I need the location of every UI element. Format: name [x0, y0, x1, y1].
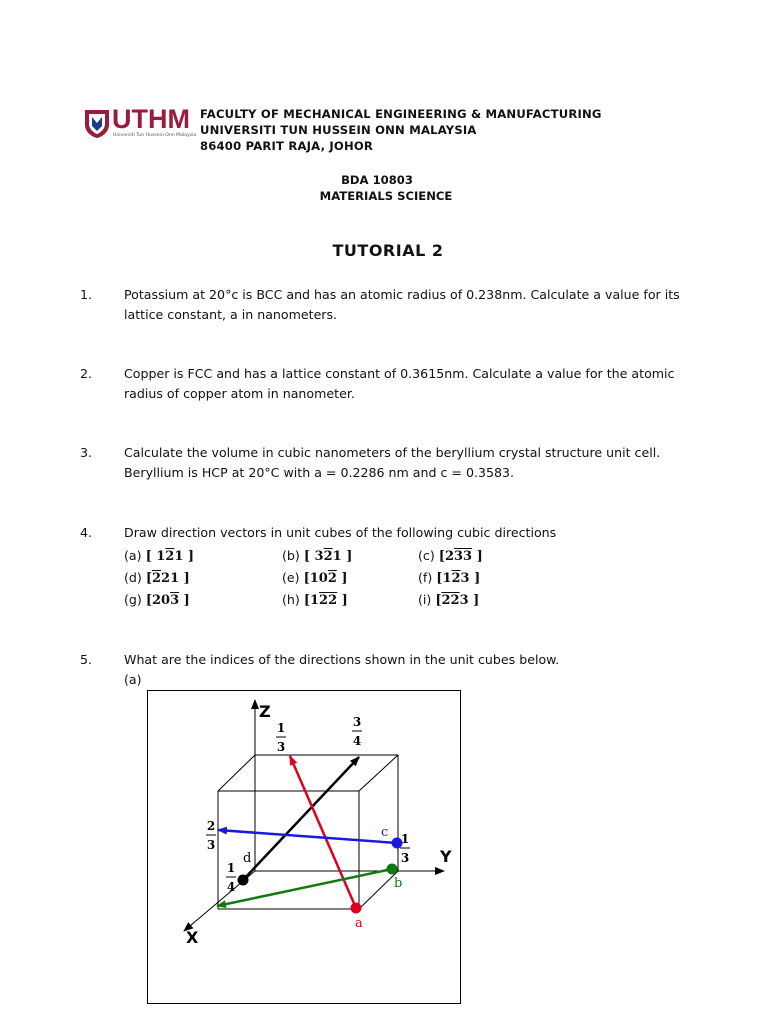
direction-item: (h) [122 ]: [282, 592, 348, 608]
index-digit: 1: [309, 593, 320, 608]
index-digit: 1: [174, 549, 184, 564]
header-line-2: UNIVERSITI TUN HUSSEIN ONN MALAYSIA: [200, 123, 477, 137]
axis-label-y: Y: [440, 847, 452, 866]
page-title: TUTORIAL 2: [332, 241, 444, 260]
question-text: Copper is FCC and has a lattice constant of 0.3615nm. Calculate a value for the atomic radius of copper atom in nanometer.: [124, 366, 675, 401]
index-digit: 3: [170, 593, 180, 608]
question-sub-label: (a): [124, 672, 142, 687]
index-digit: 2: [450, 593, 460, 608]
index-digit: 3: [463, 549, 473, 564]
direction-item: (d) [221 ]: [124, 570, 190, 586]
question-number: 1.: [80, 287, 93, 302]
direction-item: (a) [ 121 ]: [124, 548, 195, 564]
direction-item: (e) [102 ]: [282, 570, 348, 586]
svg-text:3: 3: [206, 838, 216, 852]
index-digit: 2: [444, 549, 454, 564]
fraction-top-left: [276, 721, 286, 754]
index-digit: 2: [152, 571, 162, 586]
index-digit: 1: [170, 571, 180, 586]
uthm-logo: [84, 104, 197, 141]
point-b: [387, 864, 398, 875]
fraction-right: [400, 832, 410, 865]
question-text: Draw direction vectors in unit cubes of the following cubic directions: [124, 525, 557, 540]
course-code: BDA 10803: [341, 173, 413, 187]
direction-item: (f) [123 ]: [418, 570, 481, 586]
unit-cube-figure: [147, 690, 461, 1004]
index-digit: 2: [319, 593, 329, 608]
fraction-left: [206, 819, 216, 852]
index-digit: 3: [460, 571, 470, 586]
index-digit: 2: [152, 593, 162, 608]
index-digit: 3: [453, 549, 464, 564]
question-text: Calculate the volume in cubic nanometers of the beryllium crystal structure unit cell. Beryllium is HCP at 20°C with a = 0.2286 nm and c = 0.3583.: [124, 445, 661, 480]
course-info: [0, 172, 768, 204]
point-label-c: c: [381, 825, 389, 840]
svg-text:3: 3: [352, 715, 362, 729]
index-digit: 1: [156, 549, 166, 564]
index-digit: 2: [328, 593, 338, 608]
question-number: 2.: [80, 366, 93, 381]
direction-item: (i) [223 ]: [418, 592, 480, 608]
point-d: [238, 875, 249, 886]
question-number: 4.: [80, 525, 93, 540]
index-digit: 3: [314, 549, 324, 564]
svg-text:1: 1: [226, 861, 236, 875]
axis-label-z: Z: [259, 702, 271, 721]
point-label-a: a: [355, 916, 363, 931]
index-digit: 2: [323, 549, 333, 564]
question-text: What are the indices of the directions shown in the unit cubes below.: [124, 652, 560, 667]
fraction-lower-left: [226, 861, 236, 894]
point-a: [351, 903, 362, 914]
point-label-b: b: [394, 876, 403, 891]
index-digit: 2: [161, 571, 171, 586]
index-digit: 1: [332, 549, 342, 564]
svg-text:3: 3: [400, 851, 410, 865]
index-digit: 2: [165, 549, 175, 564]
svg-text:1: 1: [400, 832, 410, 846]
question-number: 5.: [80, 652, 93, 667]
svg-text:1: 1: [276, 721, 286, 735]
course-name: MATERIALS SCIENCE: [319, 189, 453, 203]
header-line-1: FACULTY OF MECHANICAL ENGINEERING & MANUFACTURING: [200, 107, 602, 121]
index-digit: 2: [441, 593, 451, 608]
unit-cube-diagram: [148, 691, 460, 1003]
vector-c: [218, 830, 397, 843]
svg-text:2: 2: [206, 819, 216, 833]
point-label-d: d: [243, 851, 252, 866]
vector-a: [290, 756, 356, 908]
index-digit: 1: [309, 571, 319, 586]
axes: [184, 700, 444, 931]
direction-item: (g) [203 ]: [124, 592, 190, 608]
index-digit: 0: [318, 571, 328, 586]
index-digit: 1: [442, 571, 452, 586]
svg-text:4: 4: [352, 734, 362, 748]
axis-label-x: X: [186, 928, 199, 947]
fraction-top-right: [352, 715, 362, 748]
logo-subtitle: Universiti Tun Hussein Onn Malaysia: [113, 133, 197, 138]
question-text: Potassium at 20°c is BCC and has an atomic radius of 0.238nm. Calculate a value for its lattice constant, a in nanometers.: [124, 287, 680, 322]
vector-d: [243, 757, 359, 880]
svg-text:4: 4: [226, 880, 236, 894]
svg-text:3: 3: [276, 740, 286, 754]
header-line-3: 86400 PARIT RAJA, JOHOR: [200, 139, 374, 153]
index-digit: 2: [327, 571, 337, 586]
index-digit: 0: [161, 593, 171, 608]
direction-item: (b) [ 321 ]: [282, 548, 353, 564]
index-digit: 3: [459, 593, 469, 608]
index-digit: 2: [451, 571, 461, 586]
uthm-shield-icon: [84, 109, 110, 139]
direction-item: (c) [233 ]: [418, 548, 483, 564]
faculty-header: [200, 106, 602, 154]
logo-text: UTHM: [112, 104, 190, 134]
question-number: 3.: [80, 445, 93, 460]
